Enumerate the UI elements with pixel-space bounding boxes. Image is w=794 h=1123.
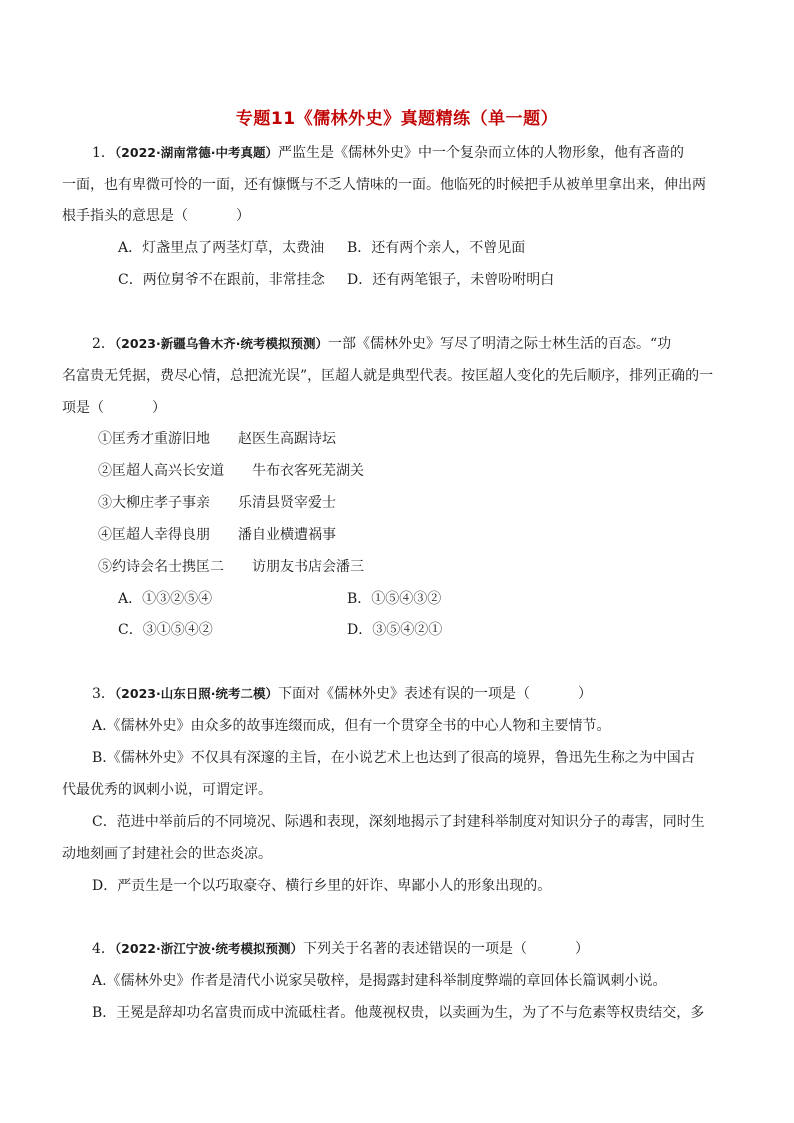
question-4-line-1 [92, 939, 589, 959]
question-1-source: （2022·湖南常德·中考真题） [114, 145, 278, 160]
question-2-number: 2． [92, 336, 115, 352]
question-4-stem: 下列关于名著的表述错误的一项是（ [302, 941, 527, 957]
question-2-option-b: B．①⑤④③② [347, 591, 442, 607]
question-1-stem-end: ） [236, 208, 250, 224]
question-2-option-c: C．③①⑤④② [118, 622, 213, 638]
page-title: 专题11《儒林外史》真题精练（单一题） [235, 109, 559, 129]
question-1-stem-part-3: 根手指头的意思是（ [62, 208, 188, 224]
question-2-stem-part-2: 名富贵无凭据，费尽心情，总把流光误”，匡超人就是典型代表。按匡超人变化的先后顺序，排列正确的一 [62, 368, 714, 384]
question-2-line-1 [92, 334, 671, 354]
question-3-source: （2023·山东日照·统考二模） [114, 686, 278, 701]
question-4-option-b: B．王冕是辞却功名富贵而成中流砥柱者。他蔑视权贵，以卖画为生，为了不与危素等权贵结交，多 [92, 1005, 705, 1021]
question-3-option-d: D．严贡生是一个以巧取豪夺、横行乡里的奸诈、卑鄙小人的形象出现的。 [92, 878, 552, 894]
question-1-option-b: B．还有两个亲人，不曾见面 [347, 240, 526, 256]
question-3-option-a: A.《儒林外史》由众多的故事连缀而成，但有一个贯穿全书的中心人物和主要情节。 [92, 718, 611, 734]
question-2-line-3 [62, 398, 166, 418]
question-3-line-1 [92, 684, 592, 704]
question-3-option-b-part-1: B.《儒林外史》不仅具有深邃的主旨，在小说艺术上也达到了很高的境界，鲁迅先生称之为中国古 [92, 750, 695, 766]
question-3-option-c-part-1: C．范进中举前后的不同境况、际遇和表现，深刻地揭示了封建科举制度对知识分子的毒害，同时生 [92, 814, 705, 830]
question-1-line-3 [62, 206, 250, 226]
question-4-number: 4． [92, 941, 115, 957]
question-2-stem-part-3: 项是（ [62, 400, 104, 416]
question-4-source: （2022·浙江宁波·统考模拟预测） [114, 941, 303, 956]
question-3-option-b-part-2: 代最优秀的讽刺小说，可谓定评。 [62, 782, 272, 798]
question-2-item: ③大柳庄孝子事亲 乐清县贤宰爱士 [98, 495, 336, 511]
question-1-number: 1． [92, 145, 115, 161]
question-2-item: ④匡超人幸得良朋 潘自业横遭祸事 [98, 527, 336, 543]
question-2-option-d: D．③⑤④②① [347, 622, 443, 638]
question-2-item: ②匡超人高兴长安道 牛布衣客死芜湖关 [98, 463, 364, 479]
question-2-item: ⑤约诗会名士携匡二 访朋友书店会潘三 [98, 559, 364, 575]
question-1-line-1 [92, 143, 684, 163]
question-1-stem-part-1: 严监生是《儒林外史》中一个复杂而立体的人物形象，他有吝啬的 [277, 145, 684, 161]
question-2-item: ①匡秀才重游旧地 赵医生高踞诗坛 [98, 431, 336, 447]
question-3-stem: 下面对《儒林外史》表述有误的一项是（ [277, 686, 530, 702]
question-3-number: 3． [92, 686, 115, 702]
question-2-source: （2023·新疆乌鲁木齐·统考模拟预测） [114, 336, 328, 351]
question-1-stem-part-2: 一面，也有卑微可怜的一面，还有慷慨与不乏人情味的一面。他临死的时候把手从被单里拿出来，伸出两 [62, 177, 706, 193]
question-2-stem-end: ） [152, 400, 166, 416]
question-4-stem-end: ） [574, 941, 589, 957]
question-1-option-d: D．还有两笔银子，未曾吩咐明白 [347, 272, 555, 288]
question-3-option-c-part-2: 动地刻画了封建社会的世态炎凉。 [62, 846, 272, 862]
question-2-option-a: A．①③②⑤④ [118, 591, 213, 607]
question-1-option-c: C．两位舅爷不在跟前，非常挂念 [118, 272, 325, 288]
question-3-stem-end: ） [577, 686, 592, 702]
question-2-stem-part-1: 一部《儒林外史》写尽了明清之际士林生活的百态。“功 [327, 336, 672, 352]
question-1-option-a: A．灯盏里点了两茎灯草，太费油 [118, 240, 325, 256]
question-4-option-a: A.《儒林外史》作者是清代小说家吴敬梓，是揭露封建科举制度弊端的章回体长篇讽刺小说。 [92, 973, 667, 989]
